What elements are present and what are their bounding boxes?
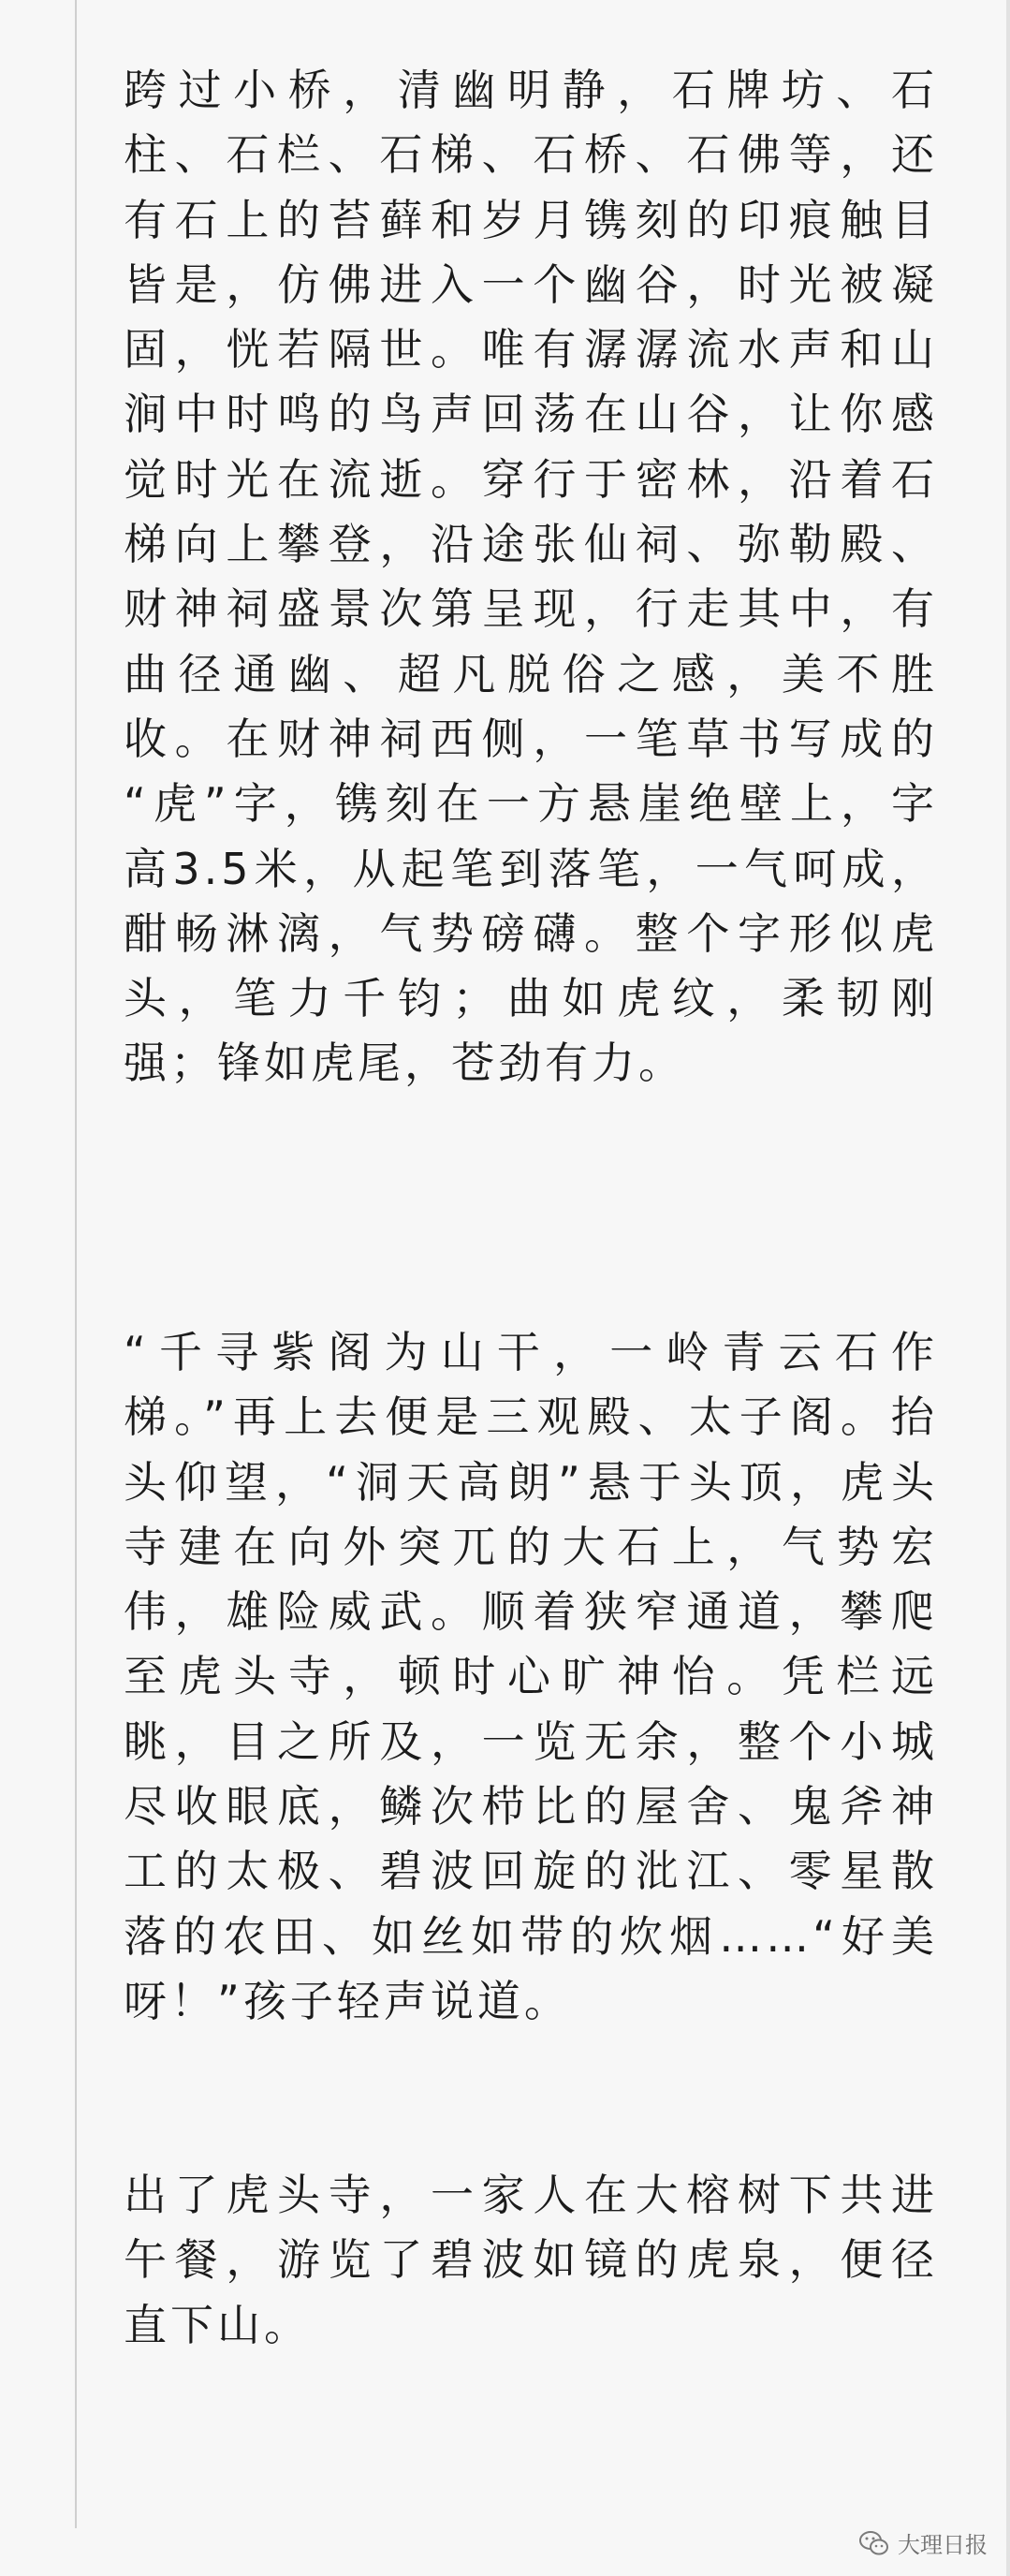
text-line: 高3.5米，从起笔到落笔，一气呵成， xyxy=(124,843,938,894)
text-line: 收。在财神祠西侧，一笔草书写成的 xyxy=(124,713,938,764)
text-line: 有石上的苔藓和岁月镌刻的印痕触目 xyxy=(124,194,938,245)
text-line: 出了虎头寺，一家人在大榕树下共进 xyxy=(124,2170,938,2220)
text-line: 头仰望，“洞天高朗”悬于头顶，虎头 xyxy=(124,1456,938,1508)
wechat-icon xyxy=(858,2529,890,2557)
text-line: 头，笔力千钧；曲如虎纹，柔韧刚 xyxy=(124,973,938,1024)
text-line: 强；锋如虎尾，苍劲有力。 xyxy=(124,1038,685,1089)
right-border-line xyxy=(1006,0,1010,2576)
text-line: 觉时光在流逝。穿行于密林，沿着石 xyxy=(124,453,938,505)
paragraph-2 xyxy=(124,1320,938,2034)
text-line: 梯向上攀登，沿途张仙祠、弥勒殿、 xyxy=(124,519,938,570)
text-line: “千寻紫阁为山干，一岭青云石作 xyxy=(124,1327,938,1377)
source-watermark xyxy=(858,2526,988,2559)
text-line: 落的农田、如丝如带的炊烟……“好美 xyxy=(124,1910,938,1962)
text-line: 跨过小桥，清幽明静，石牌坊、石 xyxy=(124,65,938,115)
text-line: 财神祠盛景次第呈现，行走其中，有 xyxy=(124,583,938,635)
text-line: 固，恍若隔世。唯有潺潺流水声和山 xyxy=(124,324,938,375)
text-line: 呀！”孩子轻声说道。 xyxy=(124,1975,571,2026)
text-line: 伟，雄险威武。顺着狭窄通道，攀爬 xyxy=(124,1586,938,1638)
text-line: 工的太极、碧波回旋的沘江、零星散 xyxy=(124,1846,938,1897)
text-line: 梯。”再上去便是三观殿、太子阁。抬 xyxy=(124,1391,938,1443)
paragraph-3 xyxy=(124,2163,938,2358)
text-line: 眺，目之所及，一览无余，整个小城 xyxy=(124,1715,938,1767)
text-line: 酣畅淋漓，气势磅礴。整个字形似虎 xyxy=(124,907,938,959)
text-line: 至虎头寺，顿时心旷神怡。凭栏远 xyxy=(124,1651,938,1702)
watermark-text: 大理日报 xyxy=(898,2532,988,2558)
text-line: 寺建在向外突兀的大石上，气势宏 xyxy=(124,1521,938,1572)
text-line: 曲径通幽、超凡脱俗之感，美不胜 xyxy=(124,648,938,699)
paragraph-1 xyxy=(124,58,938,1097)
text-line: 直下山。 xyxy=(124,2299,311,2350)
left-border-line xyxy=(75,0,77,2528)
text-line: 午餐，游览了碧波如镜的虎泉，便径 xyxy=(124,2234,938,2286)
text-line: 尽收眼底，鳞次栉比的屋舍、鬼斧神 xyxy=(124,1781,938,1833)
text-line: 涧中时鸣的鸟声回荡在山谷，让你感 xyxy=(124,389,938,440)
text-line: 皆是，仿佛进入一个幽谷，时光被凝 xyxy=(124,258,938,310)
text-line: “虎”字，镌刻在一方悬崖绝壁上，字 xyxy=(124,778,938,830)
text-line: 柱、石栏、石梯、石桥、石佛等，还 xyxy=(124,129,938,181)
